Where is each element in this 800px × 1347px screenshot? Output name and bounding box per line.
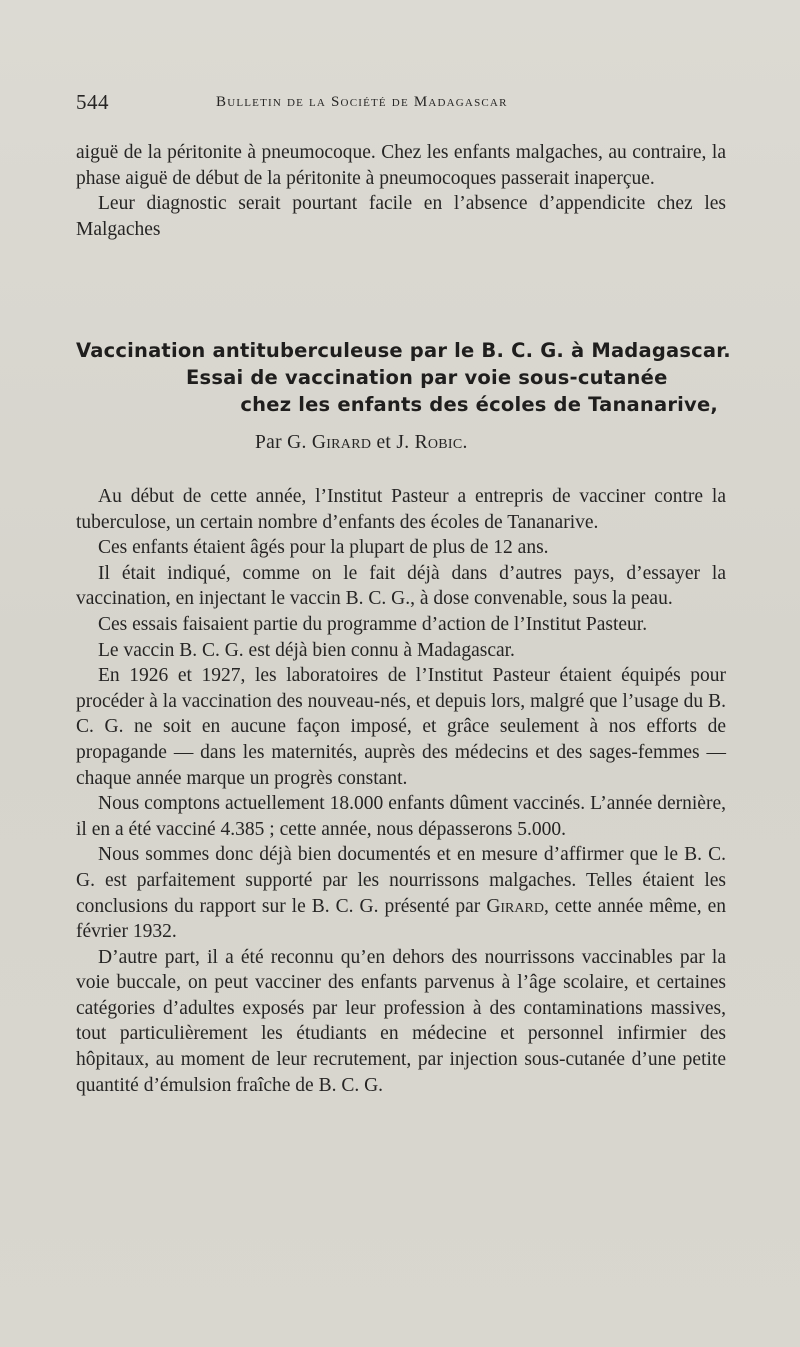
body-paragraph-3: Il était indiqué, comme on le fait déjà dans d’autres pays, d’essayer la vaccination, en injectant le vaccin B. C. G., à dose convenable, sous la peau. <box>76 562 726 610</box>
body-paragraph-7: Nous comptons actuellement 18.000 enfants dûment vaccinés. L’année dernière, il en a été vacciné 4.385 ; cette année, nous dépasserons 5.000. <box>76 793 726 840</box>
body-paragraph-6: En 1926 et 1927, les laboratoires de l’Institut Pasteur étaient équipés pour procéder à la vaccination des nouveau-nés, et depuis lors, malgré que l’usage du B. C. G. ne soit en aucune façon imposé, et grâce seulement à nos efforts de propagande — dans les maternités, auprès des médecins et des sages-femmes — chaque année marque un progrès constant. <box>76 665 726 789</box>
author-girard: Girard <box>311 432 372 453</box>
byline-prefix: Par G. <box>255 432 307 453</box>
author-girard-ref: Girard <box>486 895 544 917</box>
byline-mid: et J. <box>376 432 410 453</box>
page-number: 544 <box>76 90 109 114</box>
title-line-2: Essai de vaccination par voie sous-cutanée <box>186 366 668 389</box>
intro-paragraph-1: aiguë de la péritonite à pneumocoque. Chez les enfants malgaches, au contraire, la phase aiguë de début de la péritonite à pneumocoques passerait inaperçue. <box>76 142 726 189</box>
title-line-1: Vaccination antituberculeuse par le B. C. G. à Madagascar. <box>76 339 731 362</box>
body-paragraph-8 <box>76 842 726 944</box>
running-head: Bulletin de la Société de Madagascar <box>216 94 508 110</box>
author-robic: Robic. <box>414 432 468 453</box>
body-paragraph-9: D’autre part, il a été reconnu qu’en dehors des nourrissons vaccinables par la voie buccale, on peut vacciner des enfants parvenus à l’âge scolaire, et certaines catégories d’adultes exposés par leur profession à des contaminations massives, tout particulièrement les étudiants en médecine et personnel infirmier des hôpitaux, au moment de leur recrutement, par injection sous-cutanée d’une petite quantité d’émulsion fraîche de B. C. G. <box>76 946 726 1096</box>
article-body <box>76 484 726 1098</box>
article-title <box>76 337 731 418</box>
title-line-3: chez les enfants des écoles de Tananarive, <box>240 393 718 416</box>
intro-paragraph-2: Leur diagnostic serait pourtant facile en l’absence d’appendicite chez les Malgaches <box>76 193 726 240</box>
body-paragraph-4: Ces essais faisaient partie du programme d’action de l’Institut Pasteur. <box>98 613 648 635</box>
body-paragraph-5: Le vaccin B. C. G. est déjà bien connu à Madagascar. <box>98 639 515 661</box>
page-header <box>76 90 726 120</box>
body-paragraph-2: Ces enfants étaient âgés pour la plupart de plus de 12 ans. <box>98 537 549 559</box>
byline <box>255 432 655 454</box>
body-paragraph-1: Au début de cette année, l’Institut Pasteur a entrepris de vacciner contre la tuberculose, un certain nombre d’enfants des écoles de Tananarive. <box>76 486 726 533</box>
paragraph-8-text-after: , cette année même, en février 1932. <box>76 895 727 943</box>
paragraph-8-text-before: Nous sommes donc déjà bien documentés et en mesure d’affirmer que le B. C. G. est parfaitement supporté par les nourrissons malgaches. Telles étaient les conclusions du rapport sur le B. C. G. présenté par <box>76 844 726 917</box>
intro-text <box>76 140 726 242</box>
